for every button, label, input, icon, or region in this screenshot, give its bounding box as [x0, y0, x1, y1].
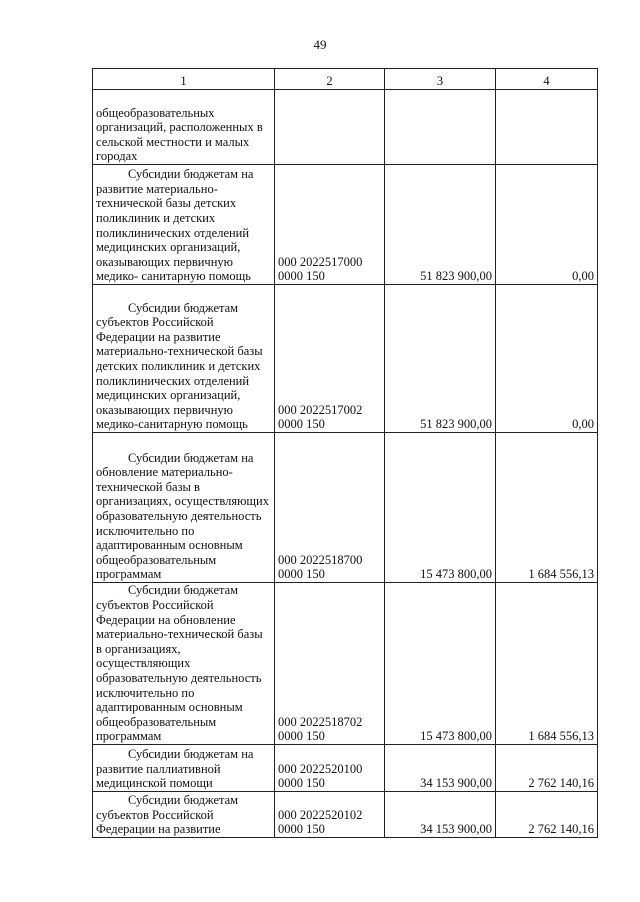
table-row: [93, 165, 598, 285]
row-value-3: 51 823 900,00: [385, 165, 496, 285]
row-value-4: 2 762 140,16: [496, 792, 598, 838]
row-name: Субсидии бюджетам на развитие материально-технической базы детских поликлиник и детских поликлинических отделений медицинских организаций, оказывающих первичную медико- санитарную помощь: [96, 167, 254, 284]
row-code: 000 2022518700 0000 150: [275, 433, 385, 583]
row-value-3: [385, 90, 496, 165]
row-name: Субсидии бюджетам на развитие паллиативной медицинской помощи: [96, 747, 254, 791]
row-code: 000 2022517000 0000 150: [275, 165, 385, 285]
row-value-3: 15 473 800,00: [385, 583, 496, 745]
column-header: 3: [385, 69, 496, 90]
row-value-4: 1 684 556,13: [496, 433, 598, 583]
table-row: [93, 583, 598, 745]
table-row: [93, 90, 598, 165]
row-name: Субсидии бюджетам субъектов Российской Федерации на развитие: [96, 793, 239, 837]
table-row: [93, 285, 598, 433]
row-value-4: 0,00: [496, 165, 598, 285]
table-row: [93, 433, 598, 583]
row-name-cell: [93, 285, 275, 433]
row-value-3: 34 153 900,00: [385, 745, 496, 792]
row-name: Субсидии бюджетам субъектов Российской Федерации на развитие материально-технической базы детских поликлиник и детских поликлинических отделений медицинских организаций, оказывающих первичную медико-санитарную помощь: [96, 300, 263, 432]
row-value-4: 0,00: [496, 285, 598, 433]
row-value-4: [496, 90, 598, 165]
row-code: 000 2022518702 0000 150: [275, 583, 385, 745]
row-name-cell: [93, 90, 275, 165]
row-value-4: 1 684 556,13: [496, 583, 598, 745]
row-name-cell: [93, 792, 275, 838]
column-header: 2: [275, 69, 385, 90]
row-value-3: 34 153 900,00: [385, 792, 496, 838]
row-value-4: 2 762 140,16: [496, 745, 598, 792]
table-row: [93, 792, 598, 838]
row-name-cell: [93, 745, 275, 792]
row-value-3: 51 823 900,00: [385, 285, 496, 433]
row-code: 000 2022520100 0000 150: [275, 745, 385, 792]
table-header-row: [93, 69, 598, 90]
row-name-cell: [93, 433, 275, 583]
row-value-3: 15 473 800,00: [385, 433, 496, 583]
table-row: [93, 745, 598, 792]
row-code: [275, 90, 385, 165]
row-code: 000 2022517002 0000 150: [275, 285, 385, 433]
column-header: 1: [93, 69, 275, 90]
row-name-cell: [93, 583, 275, 745]
row-name: общеобразовательных организаций, расположенных в сельской местности и малых городах: [96, 105, 263, 164]
page-number: 49: [313, 37, 327, 52]
row-name-cell: [93, 165, 275, 285]
column-header: 4: [496, 69, 598, 90]
row-code: 000 2022520102 0000 150: [275, 792, 385, 838]
budget-table: [92, 68, 598, 838]
row-name: Субсидии бюджетам субъектов Российской Федерации на обновление материально-технической базы в организациях, осуществляющих образовательную деятельность исключительно по адаптированным основным общеобразовательным программам: [96, 583, 263, 744]
row-name: Субсидии бюджетам на обновление материально-технической базы в организациях, осуществляющих образовательную деятельность исключительно по адаптированным основным общеобразовательным программам: [96, 450, 269, 582]
